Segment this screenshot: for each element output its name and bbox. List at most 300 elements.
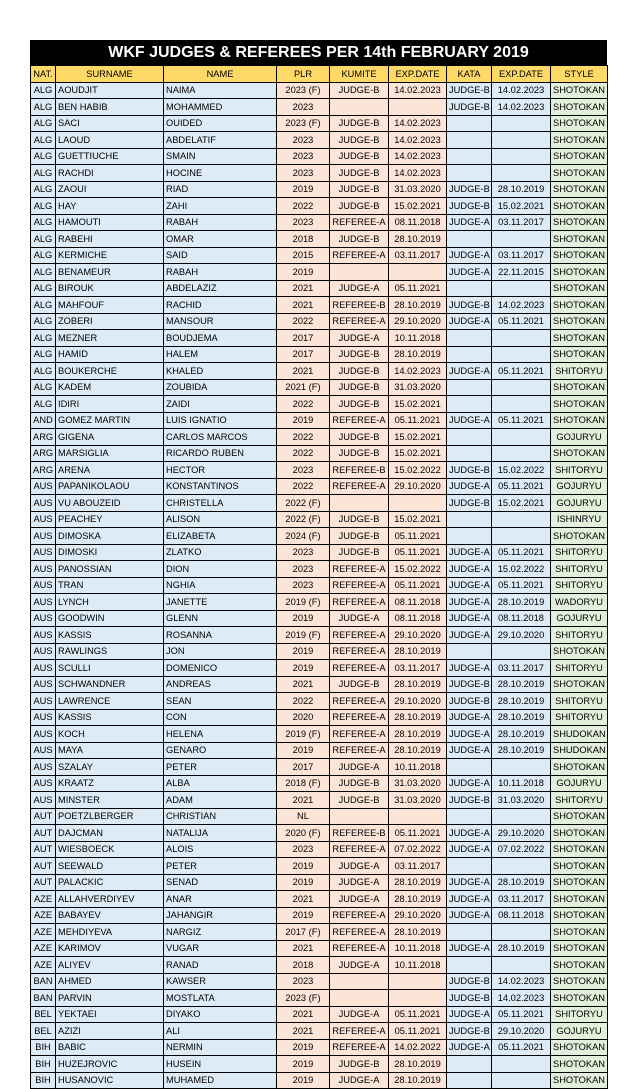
style-cell: GOJURYU — [551, 1023, 608, 1040]
style-cell: SHOTOKAN — [551, 132, 608, 149]
kumite-exp-cell: 08.11.2018 — [389, 214, 447, 231]
surname-cell: GIGENA — [56, 429, 164, 446]
kumite-exp-cell: 28.10.2019 — [389, 742, 447, 759]
surname-cell: SCHWANDNER — [56, 676, 164, 693]
nat-cell: AUS — [31, 610, 56, 627]
surname-cell: ZOBERI — [56, 313, 164, 330]
kata-exp-cell: 28.10.2019 — [492, 693, 551, 710]
kata-cell: JUDGE-A — [447, 577, 492, 594]
plr-cell: 2024 (F) — [277, 528, 330, 545]
kata-exp-cell: 10.11.2018 — [492, 775, 551, 792]
name-cell: ROSANNA — [164, 627, 277, 644]
style-cell: SHOTOKAN — [551, 528, 608, 545]
plr-cell: 2023 — [277, 132, 330, 149]
nat-cell: AND — [31, 412, 56, 429]
kumite-cell: JUDGE-B — [330, 82, 389, 99]
table-row — [31, 396, 608, 413]
kata-cell: JUDGE-A — [447, 874, 492, 891]
name-cell: SMAIN — [164, 148, 277, 165]
kata-exp-cell: 15.02.2021 — [492, 198, 551, 215]
name-cell: ABDELAZIZ — [164, 280, 277, 297]
surname-cell: ARENA — [56, 462, 164, 479]
kata-exp-cell: 14.02.2023 — [492, 990, 551, 1007]
kumite-cell: JUDGE-A — [330, 858, 389, 875]
style-cell: SHITORYU — [551, 363, 608, 380]
kumite-exp-cell — [389, 808, 447, 825]
style-cell: SHOTOKAN — [551, 231, 608, 248]
surname-cell: RABEHI — [56, 231, 164, 248]
nat-cell: AUT — [31, 825, 56, 842]
style-cell: ISHINRYU — [551, 511, 608, 528]
kumite-exp-cell: 28.10.2019 — [389, 924, 447, 941]
kumite-exp-cell: 07.02.2022 — [389, 841, 447, 858]
kata-cell — [447, 528, 492, 545]
kata-cell: JUDGE-A — [447, 264, 492, 281]
kata-exp-cell: 03.11.2017 — [492, 891, 551, 908]
table-row — [31, 1072, 608, 1089]
style-cell: SHOTOKAN — [551, 247, 608, 264]
name-cell: ALISON — [164, 511, 277, 528]
kumite-exp-cell: 15.02.2021 — [389, 396, 447, 413]
surname-cell: LAWRENCE — [56, 693, 164, 710]
name-cell: NGHIA — [164, 577, 277, 594]
plr-cell: 2022 — [277, 396, 330, 413]
name-cell: SEAN — [164, 693, 277, 710]
surname-cell: SACI — [56, 115, 164, 132]
name-cell: HOCINE — [164, 165, 277, 182]
plr-cell: 2021 — [277, 676, 330, 693]
style-cell: GOJURYU — [551, 775, 608, 792]
kata-cell: JUDGE-A — [447, 907, 492, 924]
table-row — [31, 247, 608, 264]
kumite-cell: REFEREE-A — [330, 214, 389, 231]
kata-cell — [447, 231, 492, 248]
nat-cell: AUT — [31, 874, 56, 891]
kumite-cell: JUDGE-B — [330, 511, 389, 528]
plr-cell: 2023 — [277, 99, 330, 116]
kata-exp-cell: 05.11.2021 — [492, 544, 551, 561]
surname-cell: PEACHEY — [56, 511, 164, 528]
style-cell: SHOTOKAN — [551, 643, 608, 660]
kumite-cell: JUDGE-A — [330, 330, 389, 347]
kata-cell: JUDGE-A — [447, 891, 492, 908]
kata-exp-cell — [492, 396, 551, 413]
kata-exp-cell — [492, 132, 551, 149]
kata-cell: JUDGE-B — [447, 676, 492, 693]
style-cell: SHOTOKAN — [551, 825, 608, 842]
nat-cell: ALG — [31, 396, 56, 413]
kata-exp-cell — [492, 808, 551, 825]
plr-cell: 2023 — [277, 544, 330, 561]
nat-cell: ALG — [31, 231, 56, 248]
style-cell: SHITORYU — [551, 709, 608, 726]
kata-cell — [447, 808, 492, 825]
table-row — [31, 858, 608, 875]
surname-cell: BIROUK — [56, 280, 164, 297]
table-row — [31, 148, 608, 165]
kumite-cell: JUDGE-B — [330, 198, 389, 215]
nat-cell: ALG — [31, 346, 56, 363]
style-cell: SHOTOKAN — [551, 396, 608, 413]
kata-exp-cell — [492, 511, 551, 528]
kata-cell: JUDGE-A — [447, 214, 492, 231]
kata-cell: JUDGE-A — [447, 478, 492, 495]
kumite-cell: REFEREE-A — [330, 924, 389, 941]
nat-cell: AUT — [31, 808, 56, 825]
nat-cell: ALG — [31, 82, 56, 99]
kata-exp-cell: 15.02.2021 — [492, 495, 551, 512]
style-cell: SHITORYU — [551, 627, 608, 644]
nat-cell: ALG — [31, 198, 56, 215]
kata-cell — [447, 924, 492, 941]
kumite-cell: REFEREE-A — [330, 1023, 389, 1040]
kumite-exp-cell: 03.11.2017 — [389, 247, 447, 264]
plr-cell: 2019 — [277, 412, 330, 429]
name-cell: ZAIDI — [164, 396, 277, 413]
kata-exp-cell: 05.11.2021 — [492, 577, 551, 594]
kumite-exp-cell: 28.10.2019 — [389, 726, 447, 743]
style-cell: SHOTOKAN — [551, 1072, 608, 1089]
surname-cell: PARVIN — [56, 990, 164, 1007]
name-cell: JON — [164, 643, 277, 660]
nat-cell: AUS — [31, 742, 56, 759]
table-row — [31, 907, 608, 924]
surname-cell: BABAYEV — [56, 907, 164, 924]
plr-cell: 2023 — [277, 561, 330, 578]
kumite-exp-cell: 28.10.2019 — [389, 231, 447, 248]
kata-exp-cell: 03.11.2017 — [492, 247, 551, 264]
nat-cell: BAN — [31, 990, 56, 1007]
table-row — [31, 990, 608, 1007]
kumite-exp-cell: 05.11.2021 — [389, 544, 447, 561]
nat-cell: ALG — [31, 165, 56, 182]
surname-cell: MINSTER — [56, 792, 164, 809]
kata-cell: JUDGE-A — [447, 561, 492, 578]
kumite-exp-cell: 10.11.2018 — [389, 330, 447, 347]
kumite-exp-cell: 05.11.2021 — [389, 1023, 447, 1040]
plr-cell: 2022 — [277, 445, 330, 462]
nat-cell: AUS — [31, 726, 56, 743]
kata-exp-cell — [492, 231, 551, 248]
kumite-exp-cell — [389, 99, 447, 116]
name-cell: NATALIJA — [164, 825, 277, 842]
kumite-exp-cell: 28.10.2019 — [389, 1056, 447, 1073]
style-cell: SHOTOKAN — [551, 214, 608, 231]
plr-cell: 2021 (F) — [277, 379, 330, 396]
surname-cell: PAPANIKOLAOU — [56, 478, 164, 495]
style-cell: SHOTOKAN — [551, 412, 608, 429]
plr-cell: 2019 — [277, 858, 330, 875]
kumite-exp-cell: 14.02.2022 — [389, 1039, 447, 1056]
kata-exp-cell: 05.11.2021 — [492, 478, 551, 495]
surname-cell: GOMEZ MARTIN — [56, 412, 164, 429]
kata-exp-cell: 05.11.2021 — [492, 1006, 551, 1023]
nat-cell: AUS — [31, 693, 56, 710]
nat-cell: AUS — [31, 528, 56, 545]
plr-cell: 2018 — [277, 231, 330, 248]
kumite-cell — [330, 264, 389, 281]
kata-cell: JUDGE-B — [447, 297, 492, 314]
kumite-exp-cell — [389, 990, 447, 1007]
name-cell: NERMIN — [164, 1039, 277, 1056]
nat-cell: AUS — [31, 511, 56, 528]
plr-cell: 2021 — [277, 1023, 330, 1040]
table-row — [31, 594, 608, 611]
table-row — [31, 528, 608, 545]
table-row — [31, 198, 608, 215]
style-cell: GOJURYU — [551, 478, 608, 495]
style-cell: SHITORYU — [551, 660, 608, 677]
surname-cell: LYNCH — [56, 594, 164, 611]
kata-exp-cell: 14.02.2023 — [492, 82, 551, 99]
nat-cell: BIH — [31, 1039, 56, 1056]
kata-exp-cell: 28.10.2019 — [492, 181, 551, 198]
nat-cell: AUS — [31, 775, 56, 792]
name-cell: ANDREAS — [164, 676, 277, 693]
surname-cell: KOCH — [56, 726, 164, 743]
surname-cell: PALACKIC — [56, 874, 164, 891]
kata-exp-cell: 29.10.2020 — [492, 1023, 551, 1040]
name-cell: ABDELATIF — [164, 132, 277, 149]
style-cell: GOJURYU — [551, 429, 608, 446]
plr-cell: 2021 — [277, 891, 330, 908]
kumite-cell: JUDGE-A — [330, 759, 389, 776]
kata-cell — [447, 643, 492, 660]
plr-cell: 2022 — [277, 198, 330, 215]
kumite-cell: REFEREE-B — [330, 825, 389, 842]
kata-exp-cell: 29.10.2020 — [492, 627, 551, 644]
kumite-cell: REFEREE-A — [330, 693, 389, 710]
style-cell: SHOTOKAN — [551, 907, 608, 924]
plr-cell: 2023 — [277, 165, 330, 182]
style-cell: SHOTOKAN — [551, 445, 608, 462]
kata-exp-cell — [492, 924, 551, 941]
plr-cell: 2021 — [277, 280, 330, 297]
name-cell: HALEM — [164, 346, 277, 363]
table-row — [31, 132, 608, 149]
name-cell: CHRISTELLA — [164, 495, 277, 512]
col-header-surname: SURNAME — [56, 66, 164, 83]
kumite-cell: REFEREE-A — [330, 660, 389, 677]
name-cell: ALOIS — [164, 841, 277, 858]
name-cell: HECTOR — [164, 462, 277, 479]
kumite-exp-cell: 15.02.2022 — [389, 462, 447, 479]
name-cell: RANAD — [164, 957, 277, 974]
kumite-cell: JUDGE-A — [330, 957, 389, 974]
plr-cell: 2015 — [277, 247, 330, 264]
name-cell: MANSOUR — [164, 313, 277, 330]
plr-cell: 2019 (F) — [277, 594, 330, 611]
kata-cell — [447, 445, 492, 462]
nat-cell: ALG — [31, 214, 56, 231]
kata-cell — [447, 1056, 492, 1073]
surname-cell: AOUDJIT — [56, 82, 164, 99]
plr-cell: 2017 — [277, 759, 330, 776]
kata-cell: JUDGE-B — [447, 198, 492, 215]
kumite-exp-cell: 03.11.2017 — [389, 858, 447, 875]
kumite-exp-cell: 14.02.2023 — [389, 132, 447, 149]
kata-cell: JUDGE-B — [447, 990, 492, 1007]
style-cell: SHOTOKAN — [551, 99, 608, 116]
plr-cell: 2023 — [277, 148, 330, 165]
surname-cell: SCULLI — [56, 660, 164, 677]
table-body — [31, 82, 608, 1089]
surname-cell: MEHDIYEVA — [56, 924, 164, 941]
kumite-cell: REFEREE-A — [330, 726, 389, 743]
kumite-cell: REFEREE-B — [330, 462, 389, 479]
nat-cell: ALG — [31, 99, 56, 116]
surname-cell: KRAATZ — [56, 775, 164, 792]
surname-cell: KERMICHE — [56, 247, 164, 264]
kata-cell: JUDGE-A — [447, 775, 492, 792]
table-row — [31, 313, 608, 330]
plr-cell: 2020 (F) — [277, 825, 330, 842]
name-cell: KHALED — [164, 363, 277, 380]
style-cell: SHOTOKAN — [551, 165, 608, 182]
style-cell: SHITORYU — [551, 693, 608, 710]
kumite-cell: JUDGE-B — [330, 676, 389, 693]
table-row — [31, 264, 608, 281]
plr-cell: 2019 (F) — [277, 627, 330, 644]
kumite-cell: JUDGE-B — [330, 181, 389, 198]
name-cell: ELIZABETA — [164, 528, 277, 545]
table-row — [31, 429, 608, 446]
nat-cell: ALG — [31, 280, 56, 297]
kumite-cell: REFEREE-A — [330, 412, 389, 429]
kumite-cell — [330, 990, 389, 1007]
style-cell: SHOTOKAN — [551, 676, 608, 693]
kata-cell: JUDGE-B — [447, 181, 492, 198]
nat-cell: AUS — [31, 660, 56, 677]
kumite-exp-cell: 14.02.2023 — [389, 148, 447, 165]
kumite-exp-cell: 28.10.2019 — [389, 891, 447, 908]
kumite-cell: REFEREE-A — [330, 627, 389, 644]
surname-cell: RAWLINGS — [56, 643, 164, 660]
table-row — [31, 891, 608, 908]
surname-cell: MARSIGLIA — [56, 445, 164, 462]
kata-cell — [447, 330, 492, 347]
plr-cell: 2021 — [277, 940, 330, 957]
kata-exp-cell: 14.02.2023 — [492, 297, 551, 314]
name-cell: JAHANGIR — [164, 907, 277, 924]
plr-cell: 2023 — [277, 214, 330, 231]
kata-cell: JUDGE-A — [447, 1006, 492, 1023]
surname-cell: ALLAHVERDIYEV — [56, 891, 164, 908]
table-row — [31, 1056, 608, 1073]
surname-cell: BABIC — [56, 1039, 164, 1056]
kumite-cell: JUDGE-B — [330, 231, 389, 248]
name-cell: CON — [164, 709, 277, 726]
kata-cell: JUDGE-A — [447, 726, 492, 743]
surname-cell: RACHDI — [56, 165, 164, 182]
table-row — [31, 726, 608, 743]
col-header-kumite: KUMITE — [330, 66, 389, 83]
style-cell: SHOTOKAN — [551, 940, 608, 957]
surname-cell: GUETTIUCHE — [56, 148, 164, 165]
kata-cell — [447, 957, 492, 974]
kumite-cell: REFEREE-A — [330, 247, 389, 264]
table-row — [31, 379, 608, 396]
kumite-cell: JUDGE-B — [330, 396, 389, 413]
style-cell: SHOTOKAN — [551, 198, 608, 215]
name-cell: DOMENICO — [164, 660, 277, 677]
surname-cell: ALIYEV — [56, 957, 164, 974]
plr-cell: 2022 (F) — [277, 511, 330, 528]
table-row — [31, 924, 608, 941]
surname-cell: LAOUD — [56, 132, 164, 149]
plr-cell: 2018 (F) — [277, 775, 330, 792]
kumite-exp-cell: 29.10.2020 — [389, 313, 447, 330]
sheet-title: WKF JUDGES & REFEREES PER 14th FEBRUARY 2019 — [30, 40, 607, 65]
nat-cell: AUS — [31, 643, 56, 660]
style-cell: WADORYU — [551, 594, 608, 611]
kumite-exp-cell: 15.02.2021 — [389, 429, 447, 446]
nat-cell: AUS — [31, 594, 56, 611]
style-cell: SHOTOKAN — [551, 313, 608, 330]
table-row — [31, 1023, 608, 1040]
kata-exp-cell: 07.02.2022 — [492, 841, 551, 858]
nat-cell: AUT — [31, 858, 56, 875]
nat-cell: ARG — [31, 445, 56, 462]
nat-cell: AZE — [31, 940, 56, 957]
kumite-exp-cell: 05.11.2021 — [389, 280, 447, 297]
table-row — [31, 412, 608, 429]
col-header-name: NAME — [164, 66, 277, 83]
style-cell: GOJURYU — [551, 495, 608, 512]
kumite-cell: REFEREE-A — [330, 742, 389, 759]
kata-exp-cell — [492, 165, 551, 182]
plr-cell: 2019 — [277, 264, 330, 281]
kumite-cell: JUDGE-A — [330, 610, 389, 627]
style-cell: GOJURYU — [551, 610, 608, 627]
table-row — [31, 115, 608, 132]
surname-cell: BOUKERCHE — [56, 363, 164, 380]
kumite-cell — [330, 973, 389, 990]
name-cell: MOHAMMED — [164, 99, 277, 116]
nat-cell: AZE — [31, 957, 56, 974]
name-cell: JANETTE — [164, 594, 277, 611]
kata-cell — [447, 429, 492, 446]
kumite-exp-cell: 08.11.2018 — [389, 610, 447, 627]
col-header-kata-exp: EXP.DATE — [492, 66, 551, 83]
kumite-cell: REFEREE-A — [330, 709, 389, 726]
style-cell: SHOTOKAN — [551, 759, 608, 776]
table-row — [31, 214, 608, 231]
nat-cell: AUS — [31, 792, 56, 809]
style-cell: SHITORYU — [551, 561, 608, 578]
table-row — [31, 775, 608, 792]
kumite-exp-cell — [389, 973, 447, 990]
table-row — [31, 808, 608, 825]
plr-cell: 2021 — [277, 792, 330, 809]
table-row — [31, 165, 608, 182]
nat-cell: ALG — [31, 115, 56, 132]
kumite-exp-cell — [389, 264, 447, 281]
kumite-cell: REFEREE-A — [330, 478, 389, 495]
kata-exp-cell — [492, 759, 551, 776]
nat-cell: ALG — [31, 379, 56, 396]
kumite-cell: JUDGE-B — [330, 775, 389, 792]
kata-cell — [447, 148, 492, 165]
table-row — [31, 346, 608, 363]
table-row — [31, 280, 608, 297]
kumite-exp-cell: 08.11.2018 — [389, 594, 447, 611]
col-header-plr: PLR — [277, 66, 330, 83]
kata-exp-cell — [492, 330, 551, 347]
surname-cell: AZIZI — [56, 1023, 164, 1040]
kumite-cell: JUDGE-B — [330, 165, 389, 182]
plr-cell: 2019 — [277, 907, 330, 924]
